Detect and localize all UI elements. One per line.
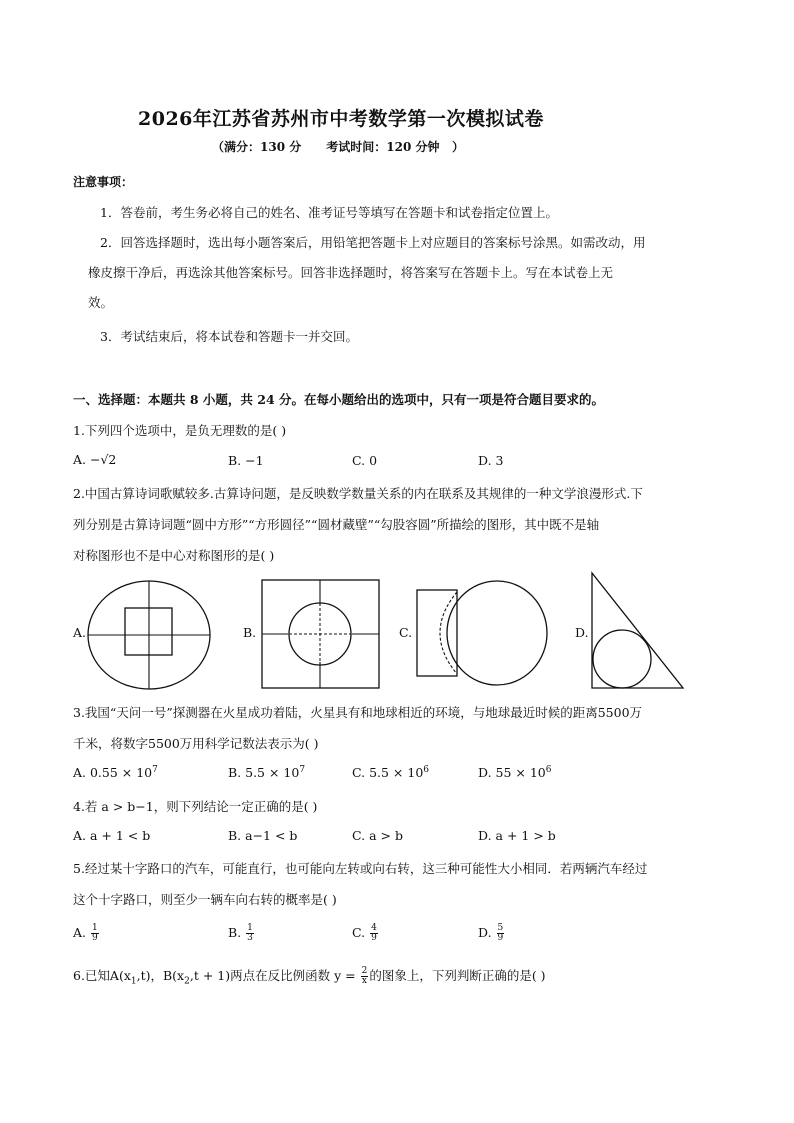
question-4-option-b[interactable]: B. a−1 < b (228, 828, 298, 843)
section-1-heading: 一、选择题：本题共 8 小题，共 24 分。在每小题给出的选项中，只有一项是符合题目要求的。 (73, 392, 605, 407)
figure-a-label[interactable]: A. (73, 625, 87, 640)
question-4-option-d[interactable]: D. a + 1 > b (478, 828, 556, 843)
question-6-stem: 6.已知$A(x_1,t)$，$B(x_2,t + 1)$两点在反比例函数 y = $\frac{2}{x}$ 的图象上，下列判断正确的是( ) (73, 966, 546, 987)
notice-heading: 注意事项： (73, 175, 134, 189)
option-a-base: A. 0.55 × 10 (73, 765, 153, 781)
notice-item-2-line-3: 效。 (88, 295, 114, 310)
question-5-option-a[interactable] (73, 924, 100, 943)
option-c-label: C. (352, 925, 366, 940)
option-c-exponent: 6 (423, 765, 430, 775)
question-1-option-c[interactable]: C. 0 (352, 453, 378, 468)
option-b-fraction: $\frac{1}{3}$ (247, 923, 253, 943)
question-4-option-c[interactable]: C. a > b (352, 828, 403, 843)
exam-subtitle: （满分：130 分 考试时间：120 分钟 ） (212, 140, 465, 154)
notice-item-2-line-2: 橡皮擦干净后，再选涂其他答案标号。回答非选择题时，将答案写在答题卡上。写在本试卷上无 (88, 265, 614, 280)
question-1-stem: 1.下列四个选项中，是负无理数的是( ) (73, 423, 287, 438)
question-2-line-3: 对称图形也不是中心对称图形的是( ) (73, 548, 275, 563)
figure-b-label[interactable]: B. (243, 625, 257, 640)
question-3-line-2: 千米，将数字5500万用科学记数法表示为( ) (73, 736, 319, 751)
question-3-option-c[interactable] (352, 765, 429, 780)
option-d-base: D. 55 × 10 (478, 765, 546, 781)
exam-title: 2026年江苏省苏州市中考数学第一次模拟试卷 (138, 108, 544, 130)
figure-d-label[interactable]: D. (575, 625, 589, 640)
option-c-fraction: $\frac{4}{9}$ (371, 923, 377, 943)
question-1-option-a[interactable] (73, 452, 116, 467)
figure-b-square-with-circle (260, 578, 382, 692)
option-d-exponent: 6 (545, 765, 552, 775)
question-5-line-2: 这个十字路口，则至少一辆车向右转的概率是( ) (73, 892, 337, 907)
question-5-option-b[interactable] (228, 924, 255, 943)
option-c-base: C. 5.5 × 10 (352, 765, 424, 781)
question-5-line-1: 5.经过某十字路口的汽车，可能直行，也可能向左转或向右转，这三种可能性大小相同．若两辆汽车经过 (73, 861, 648, 876)
notice-item-3: 3．考试结束后，将本试卷和答题卡一并交回。 (100, 329, 358, 344)
question-4-option-a[interactable]: A. a + 1 < b (73, 828, 151, 843)
question-4-stem: 4.若 a > b−1，则下列结论一定正确的是( ) (73, 799, 318, 814)
question-5-option-d[interactable] (478, 924, 505, 943)
notice-item-2-line-1: 2．回答选择题时，选出每小题答案后，用铅笔把答题卡上对应题目的答案标号涂黑。如需改动，用 (100, 235, 646, 250)
question-1-option-d[interactable]: D. 3 (478, 453, 504, 468)
option-d-fraction: $\frac{5}{9}$ (497, 923, 504, 943)
figure-c-label[interactable]: C. (399, 625, 413, 640)
option-a-label: A. (73, 452, 90, 467)
option-b-label: B. (228, 925, 242, 940)
option-b-exponent: 7 (299, 765, 306, 775)
question-5-option-c[interactable] (352, 924, 379, 943)
option-a-math: −√2 (89, 452, 117, 467)
option-a-label: A. (73, 925, 87, 940)
question-2-line-1: 2.中国古算诗词歌赋较多.古算诗问题，是反映数学数量关系的内在联系及其规律的一种文学浪漫形式.下 (73, 486, 643, 501)
option-a-exponent: 7 (152, 765, 158, 775)
question-3-option-d[interactable] (478, 765, 552, 780)
question-2-line-2: 列分别是古算诗词题“圆中方形”“方形圆径”“圆材藏壁”“勾股容圆”所描绘的图形，其中既不是轴 (73, 517, 600, 532)
option-a-fraction: $\frac{1}{9}$ (92, 923, 98, 943)
question-1-option-b[interactable]: B. −1 (228, 453, 264, 468)
question-3-option-b[interactable] (228, 765, 305, 780)
figure-c-circle-and-rectangle (413, 578, 551, 688)
option-d-label: D. (478, 925, 492, 940)
question-3-line-1: 3.我国“天问一号”探测器在火星成功着陆，火星具有和地球相近的环境，与地球最近时候的距离5500万 (73, 705, 643, 720)
figure-a-circle-with-square (86, 579, 214, 693)
q6-fraction: $\frac{2}{x}$ (361, 966, 368, 986)
figure-d-right-triangle-with-circle (588, 570, 688, 692)
option-b-base: B. 5.5 × 10 (228, 765, 300, 781)
notice-item-1: 1．答卷前，考生务必将自己的姓名、准考证号等填写在答题卡和试卷指定位置上。 (100, 205, 558, 220)
question-3-option-a[interactable] (73, 765, 158, 780)
